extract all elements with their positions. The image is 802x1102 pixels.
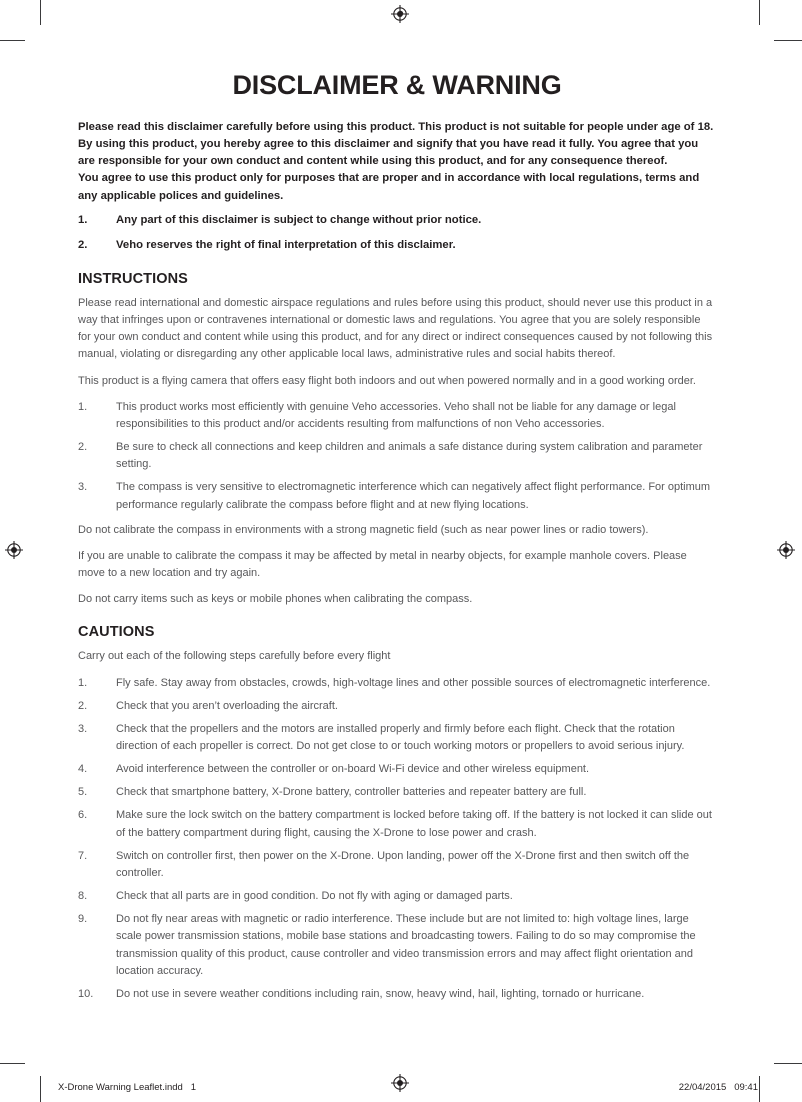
disclaimer-list — [78, 212, 716, 255]
registration-target-icon-top — [391, 5, 409, 23]
list-item-text: Switch on controller first, then power on the X-Drone. Upon landing, power off the X-Drone first and then switch off the controller. — [116, 849, 690, 879]
list-item-number: 8. — [78, 890, 88, 903]
list-item — [78, 439, 716, 473]
instructions-note-3: Do not carry items such as keys or mobile phones when calibrating the compass. — [78, 593, 473, 606]
footer-file-label: X-Drone Warning Leaflet.indd 1 — [58, 1082, 197, 1093]
crop-mark-bottom-left-vertical — [40, 1076, 41, 1102]
list-item — [78, 761, 716, 778]
list-item — [78, 698, 716, 715]
list-item — [78, 721, 716, 755]
list-item — [78, 212, 716, 230]
instructions-note-1: Do not calibrate the compass in environments with a strong magnetic field (such as near power lines or radio towers). — [78, 523, 649, 536]
list-item-text: Veho reserves the right of final interpretation of this disclaimer. — [116, 239, 456, 252]
section-heading-cautions: CAUTIONS — [78, 624, 155, 641]
list-item-number: 1. — [78, 400, 88, 413]
list-item — [78, 911, 716, 980]
list-item — [78, 807, 716, 841]
instructions-note-2: If you are unable to calibrate the compass it may be affected by metal in nearby objects, for example manhole covers. Please move to a new location and try again. — [78, 549, 687, 580]
crop-mark-top-right-vertical — [759, 0, 760, 25]
registration-target-icon-left — [5, 541, 23, 559]
crop-mark-bottom-right-horizontal — [774, 1063, 802, 1064]
list-item-text: Make sure the lock switch on the battery compartment is locked before taking off. If the battery is not locked it can slide out of the battery compartment during flight, causing the X-Drone to lose power and crash. — [116, 809, 712, 839]
instructions-paragraph-1: Please read international and domestic airspace regulations and rules before using this product, should never use this product in a way that infringes upon or contravenes international or domestic laws and regulations. You agree that you are solely responsible for your own conduct and content while using this product, and for any direct or indirect consequences caused by not following this manual, violating or disregarding any other applicable local laws, administrative rules and social habits thereof. — [78, 297, 713, 361]
list-item — [78, 399, 716, 433]
list-item-number: 3. — [78, 722, 88, 735]
list-item-number: 2. — [78, 441, 88, 454]
lead-paragraph-2: You agree to use this product only for purposes that are proper and in accordance with local regulations, terms and any applicable polices and guidelines. — [78, 172, 700, 202]
list-item — [78, 784, 716, 801]
crop-mark-bottom-left-horizontal — [0, 1063, 25, 1064]
document-content — [78, 70, 716, 1011]
list-item-text: Fly safe. Stay away from obstacles, crowds, high-voltage lines and other possible sources of electromagnetic interference. — [116, 676, 711, 689]
list-item — [78, 479, 716, 513]
footer-timestamp: 22/04/2015 09:41 — [678, 1082, 758, 1093]
list-item-number: 3. — [78, 481, 88, 494]
page-title: DISCLAIMER & WARNING — [232, 70, 562, 100]
list-item-number: 2. — [78, 239, 88, 252]
list-item-number: 5. — [78, 786, 88, 799]
list-item-text: Check that all parts are in good condition. Do not fly with aging or damaged parts. — [116, 890, 513, 903]
list-item-text: Be sure to check all connections and keep children and animals a safe distance during system calibration and parameter setting. — [116, 441, 703, 471]
list-item-text: Do not fly near areas with magnetic or radio interference. These include but are not limited to: high voltage lines, large scale power transmission stations, mobile base stations and broadcasting towers. Failing to do so may compromise the transmission quality of this product, cause controller and video transmission errors and may affect flight orientation and location accuracy. — [116, 913, 696, 977]
list-item-number: 2. — [78, 699, 88, 712]
list-item-number: 4. — [78, 763, 88, 776]
list-item-text: This product works most efficiently with genuine Veho accessories. Veho shall not be liable for any damage or legal responsibilities to this product and/or accidents resulting from malfunctions of non Veho accessories. — [116, 400, 676, 430]
list-item-number: 7. — [78, 849, 88, 862]
list-item — [78, 888, 716, 905]
section-heading-instructions: INSTRUCTIONS — [78, 271, 188, 287]
list-item-number: 6. — [78, 809, 88, 822]
list-item-text: The compass is very sensitive to electromagnetic interference which can negatively affect flight performance. For optimum performance regularly calibrate the compass before flight and at new flying locations. — [116, 481, 711, 511]
list-item-number: 1. — [78, 676, 88, 689]
crop-mark-top-right-horizontal — [774, 40, 802, 41]
crop-mark-top-left-vertical — [40, 0, 41, 25]
list-item-text: Any part of this disclaimer is subject to change without prior notice. — [116, 213, 482, 226]
list-item-text: Do not use in severe weather conditions including rain, snow, heavy wind, hail, lighting, tornado or hurricane. — [116, 987, 645, 1000]
list-item-text: Check that you aren’t overloading the aircraft. — [116, 699, 338, 712]
list-item — [78, 986, 716, 1003]
instructions-paragraph-2: This product is a flying camera that offers easy flight both indoors and out when powered normally and in a good working order. — [78, 374, 696, 387]
list-item-number: 10. — [78, 987, 94, 1000]
list-item-text: Check that smartphone battery, X-Drone battery, controller batteries and repeater battery are full. — [116, 786, 587, 799]
list-item-number: 1. — [78, 213, 88, 226]
lead-paragraph-1: Please read this disclaimer carefully before using this product. This product is not suitable for people under age of 18. By using this product, you hereby agree to this disclaimer and signify that you have read it fully. You agree that you are responsible for your own conduct and content while using this product, and for any consequence thereof. — [78, 121, 714, 168]
list-item-text: Check that the propellers and the motors are installed properly and firmly before each flight. Check that the rotation direction of each propeller is correct. Do not get close to or touch working motors or propellers to avoid serious injury. — [116, 722, 685, 752]
registration-target-icon-right — [777, 541, 795, 559]
list-item — [78, 237, 716, 255]
list-item — [78, 675, 716, 692]
list-item — [78, 848, 716, 882]
crop-mark-bottom-right-vertical — [759, 1076, 760, 1102]
crop-mark-top-left-horizontal — [0, 40, 25, 41]
footer — [58, 1082, 758, 1096]
cautions-intro: Carry out each of the following steps carefully before every flight — [78, 650, 391, 663]
instructions-list — [78, 399, 716, 514]
cautions-list — [78, 675, 716, 1004]
list-item-text: Avoid interference between the controller or on-board Wi-Fi device and other wireless equipment. — [116, 763, 590, 776]
list-item-number: 9. — [78, 913, 88, 926]
